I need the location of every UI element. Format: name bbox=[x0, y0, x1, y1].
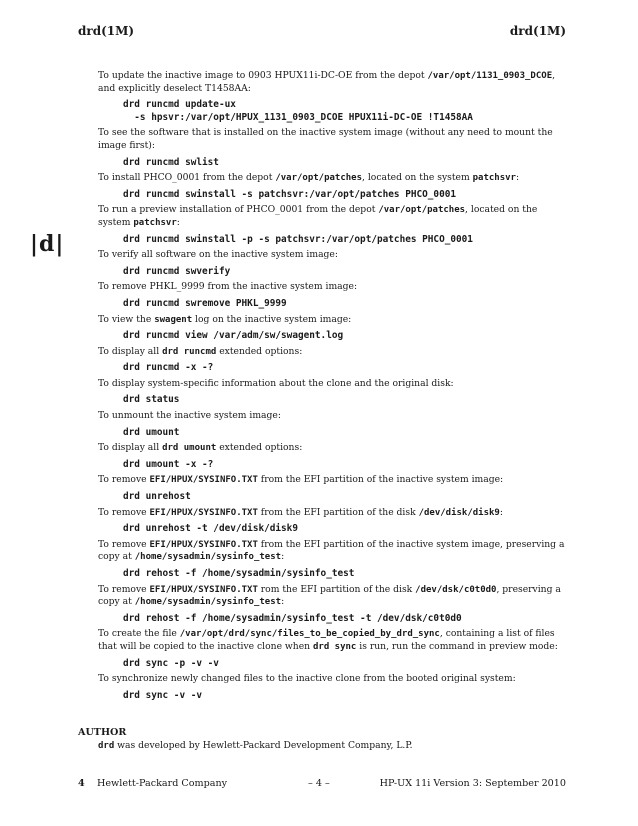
example-description bbox=[98, 204, 566, 229]
command-line: drd runcmd swinstall -s patchsvr:/var/opt/patches PHCO_0001 bbox=[123, 188, 457, 200]
inline-code: /var/opt/patches bbox=[275, 173, 363, 184]
author-command: drd bbox=[98, 741, 115, 751]
inline-code: EFI/HPUX/SYSINFO.TXT bbox=[149, 475, 258, 486]
command-line: drd umount bbox=[123, 426, 180, 438]
author-text bbox=[98, 740, 413, 751]
command-line: drd runcmd -x -? bbox=[123, 362, 214, 374]
example-description bbox=[98, 442, 566, 455]
command-line: drd sync -p -v -v bbox=[123, 657, 219, 669]
inline-code: /home/sysadmin/sysinfo_test bbox=[134, 552, 282, 563]
command-example bbox=[98, 690, 566, 703]
example-description bbox=[98, 249, 566, 262]
inline-code: /var/opt/drd/sync/files_to_be_copied_by_drd_sync bbox=[179, 629, 440, 640]
text-run: , located on the system bbox=[362, 172, 473, 184]
footer-company: Hewlett-Packard Company bbox=[97, 778, 228, 789]
text-run: : bbox=[499, 506, 503, 518]
example-description bbox=[98, 172, 566, 185]
example-description bbox=[98, 378, 566, 391]
command-example bbox=[98, 99, 566, 124]
example-description bbox=[98, 539, 566, 564]
command-example bbox=[98, 491, 566, 504]
text-run: : bbox=[281, 596, 285, 608]
text-run: , containing a list of files that will be copied to the inactive clone when bbox=[98, 628, 555, 652]
text-run: To display all bbox=[98, 442, 163, 454]
text-run: rom the EFI partition of the disk bbox=[257, 583, 416, 595]
inline-code: /dev/dsk/c0t0d0 bbox=[415, 584, 497, 595]
text-run: from the EFI partition of the disk bbox=[257, 506, 419, 518]
text-run: , preserving a copy at bbox=[98, 583, 561, 608]
command-example bbox=[98, 613, 566, 626]
footer-page-number: 4 bbox=[78, 778, 85, 789]
text-run: : bbox=[176, 216, 180, 228]
command-line: drd rehost -f /home/sysadmin/sysinfo_test -t /dev/dsk/c0t0d0 bbox=[123, 612, 462, 624]
command-line: drd runcmd update-ux bbox=[123, 99, 236, 111]
text-run: from the EFI partition of the inactive system image: bbox=[257, 474, 504, 486]
text-run: from the EFI partition of the inactive system image, preserving a copy at bbox=[98, 538, 565, 563]
text-run: To see the software that is installed on the inactive system image (without any need to mount the image first): bbox=[98, 127, 553, 151]
example-description bbox=[98, 314, 566, 327]
example-description bbox=[98, 474, 566, 487]
command-line: drd rehost -f /home/sysadmin/sysinfo_test bbox=[123, 568, 355, 579]
example-description bbox=[98, 673, 566, 686]
command-example bbox=[98, 157, 566, 170]
command-example bbox=[98, 266, 566, 279]
text-run: To remove bbox=[98, 538, 150, 550]
command-line: drd runcmd swlist bbox=[123, 156, 219, 168]
running-header-left: drd(1M) bbox=[78, 24, 135, 38]
text-run: To display system-specific information about the clone and the original disk: bbox=[98, 377, 454, 389]
command-example bbox=[98, 568, 566, 581]
text-run: To synchronize newly changed files to the inactive clone from the booted original system: bbox=[98, 673, 516, 685]
text-run: To remove bbox=[98, 583, 150, 595]
command-example bbox=[98, 523, 566, 536]
text-run: To run a preview installation of PHCO_0001 from the depot bbox=[98, 204, 379, 216]
text-run: To create the file bbox=[98, 628, 180, 640]
inline-code: drd sync bbox=[313, 641, 357, 652]
example-description bbox=[98, 346, 566, 359]
text-run: is run, run the command in preview mode: bbox=[356, 640, 558, 652]
command-line: drd sync -v -v bbox=[123, 689, 203, 701]
command-line: drd runcmd swremove PHKL_9999 bbox=[123, 297, 287, 309]
example-description bbox=[98, 410, 566, 423]
command-example bbox=[98, 658, 566, 671]
example-description bbox=[98, 507, 566, 520]
inline-code: /var/opt/1131_0903_DCOE bbox=[427, 71, 553, 81]
inline-code: /var/opt/patches bbox=[378, 205, 466, 216]
example-description bbox=[98, 584, 566, 609]
example-description bbox=[98, 70, 566, 95]
inline-code: /home/sysadmin/sysinfo_test bbox=[134, 597, 282, 608]
command-example bbox=[98, 234, 566, 247]
inline-code: /dev/disk/disk9 bbox=[418, 507, 500, 518]
text-run: To update the inactive image to 0903 HPUX11i-DC-OE from the depot bbox=[98, 70, 428, 81]
text-run: To view the bbox=[98, 313, 155, 325]
command-line: drd umount -x -? bbox=[123, 458, 214, 470]
command-line: drd runcmd swinstall -p -s patchsvr:/var/opt/patches PHCO_0001 bbox=[123, 233, 473, 245]
inline-code: EFI/HPUX/SYSINFO.TXT bbox=[149, 507, 258, 518]
command-example bbox=[98, 459, 566, 472]
text-run: To display all bbox=[98, 345, 163, 357]
inline-code: EFI/HPUX/SYSINFO.TXT bbox=[149, 539, 258, 550]
text-run: : bbox=[515, 172, 520, 184]
running-header-right: drd(1M) bbox=[509, 24, 566, 38]
inline-code: swagent bbox=[154, 314, 193, 325]
inline-code: EFI/HPUX/SYSINFO.TXT bbox=[149, 584, 258, 595]
command-line: -s hpsvr:/var/opt/HPUX_1131_0903_DCOE HPUX11i-DC-OE !T1458AA bbox=[123, 111, 473, 123]
text-run: : bbox=[281, 551, 285, 563]
command-line: drd runcmd view /var/adm/sw/swagent.log bbox=[123, 330, 344, 342]
examples-body bbox=[98, 70, 566, 705]
command-example bbox=[98, 394, 566, 407]
command-line: drd runcmd swverify bbox=[123, 265, 231, 277]
inline-code: drd umount bbox=[162, 443, 217, 454]
command-line: drd status bbox=[123, 394, 180, 406]
text-run: To remove bbox=[98, 474, 150, 486]
text-run: To unmount the inactive system image: bbox=[98, 410, 281, 422]
text-run: To remove PHKL_9999 from the inactive system image: bbox=[98, 281, 358, 293]
command-example bbox=[98, 189, 566, 202]
inline-code: patchsvr bbox=[472, 173, 516, 184]
author-description: was developed by Hewlett-Packard Development Company, L.P. bbox=[114, 740, 413, 751]
section-tab: |d| bbox=[30, 231, 65, 257]
author-heading: AUTHOR bbox=[78, 727, 127, 738]
command-line: drd unrehost bbox=[123, 491, 191, 503]
text-run: , located on the system bbox=[98, 204, 538, 228]
command-example bbox=[98, 362, 566, 375]
command-example bbox=[98, 330, 566, 343]
example-description bbox=[98, 628, 566, 653]
text-run: To remove bbox=[98, 506, 150, 518]
text-run: To verify all software on the inactive system image: bbox=[98, 249, 338, 261]
inline-code: drd runcmd bbox=[162, 346, 217, 357]
example-description bbox=[98, 127, 566, 152]
footer-center-page: – 4 – bbox=[308, 778, 330, 789]
text-run: extended options: bbox=[216, 345, 303, 357]
footer-version: HP-UX 11i Version 3: September 2010 bbox=[379, 778, 566, 789]
text-run: , and explicitly deselect T1458AA: bbox=[98, 70, 556, 94]
text-run: log on the inactive system image: bbox=[192, 313, 352, 325]
command-line: drd unrehost -t /dev/disk/disk9 bbox=[123, 523, 298, 535]
text-run: extended options: bbox=[216, 442, 303, 454]
command-example bbox=[98, 427, 566, 440]
inline-code: patchsvr bbox=[133, 217, 177, 228]
text-run: To install PHCO_0001 from the depot bbox=[98, 172, 276, 184]
command-example bbox=[98, 298, 566, 311]
example-description bbox=[98, 281, 566, 294]
